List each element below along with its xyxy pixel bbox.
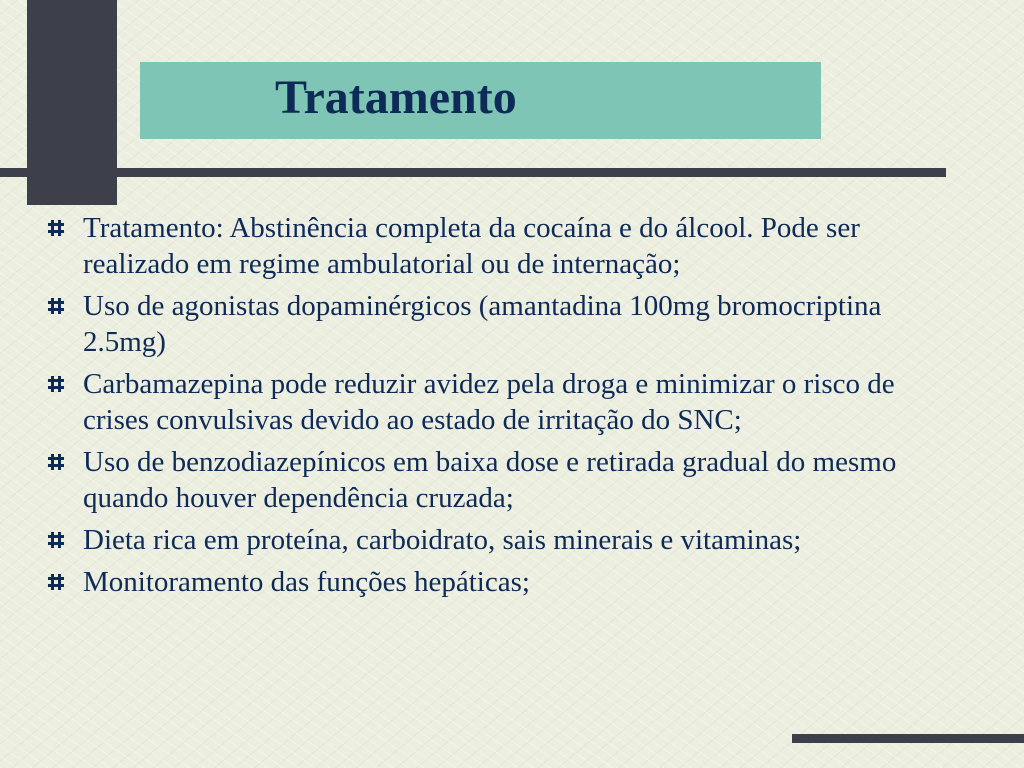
- bullet-text: Tratamento: Abstinência completa da cocaína e do álcool. Pode ser realizado em regime ambulatorial ou de internação;: [83, 212, 860, 280]
- hash-bullet-icon: [45, 571, 67, 593]
- hash-bullet-icon: [45, 217, 67, 239]
- title-box: [140, 62, 821, 139]
- decorative-top-rule: [0, 168, 946, 177]
- bullet-text: Dieta rica em proteína, carboidrato, sais minerais e vitaminas;: [83, 524, 802, 556]
- hash-bullet-icon: [45, 373, 67, 395]
- bullet-item: [45, 366, 915, 438]
- hash-bullet-icon: [45, 451, 67, 473]
- bullet-list: [45, 210, 915, 606]
- decorative-bottom-rule: [792, 734, 1024, 743]
- bullet-item: [45, 210, 915, 282]
- bullet-text: Uso de benzodiazepínicos em baixa dose e retirada gradual do mesmo quando houver dependência cruzada;: [83, 446, 897, 514]
- slide-title: Tratamento: [275, 71, 517, 124]
- bullet-item: [45, 522, 915, 558]
- bullet-item: [45, 444, 915, 516]
- hash-bullet-icon: [45, 295, 67, 317]
- bullet-item: [45, 288, 915, 360]
- bullet-item: [45, 564, 915, 600]
- bullet-text: Carbamazepina pode reduzir avidez pela droga e minimizar o risco de crises convulsivas devido ao estado de irritação do SNC;: [83, 368, 895, 436]
- bullet-text: Uso de agonistas dopaminérgicos (amantadina 100mg bromocriptina 2.5mg): [83, 290, 882, 358]
- hash-bullet-icon: [45, 529, 67, 551]
- bullet-text: Monitoramento das funções hepáticas;: [83, 566, 530, 598]
